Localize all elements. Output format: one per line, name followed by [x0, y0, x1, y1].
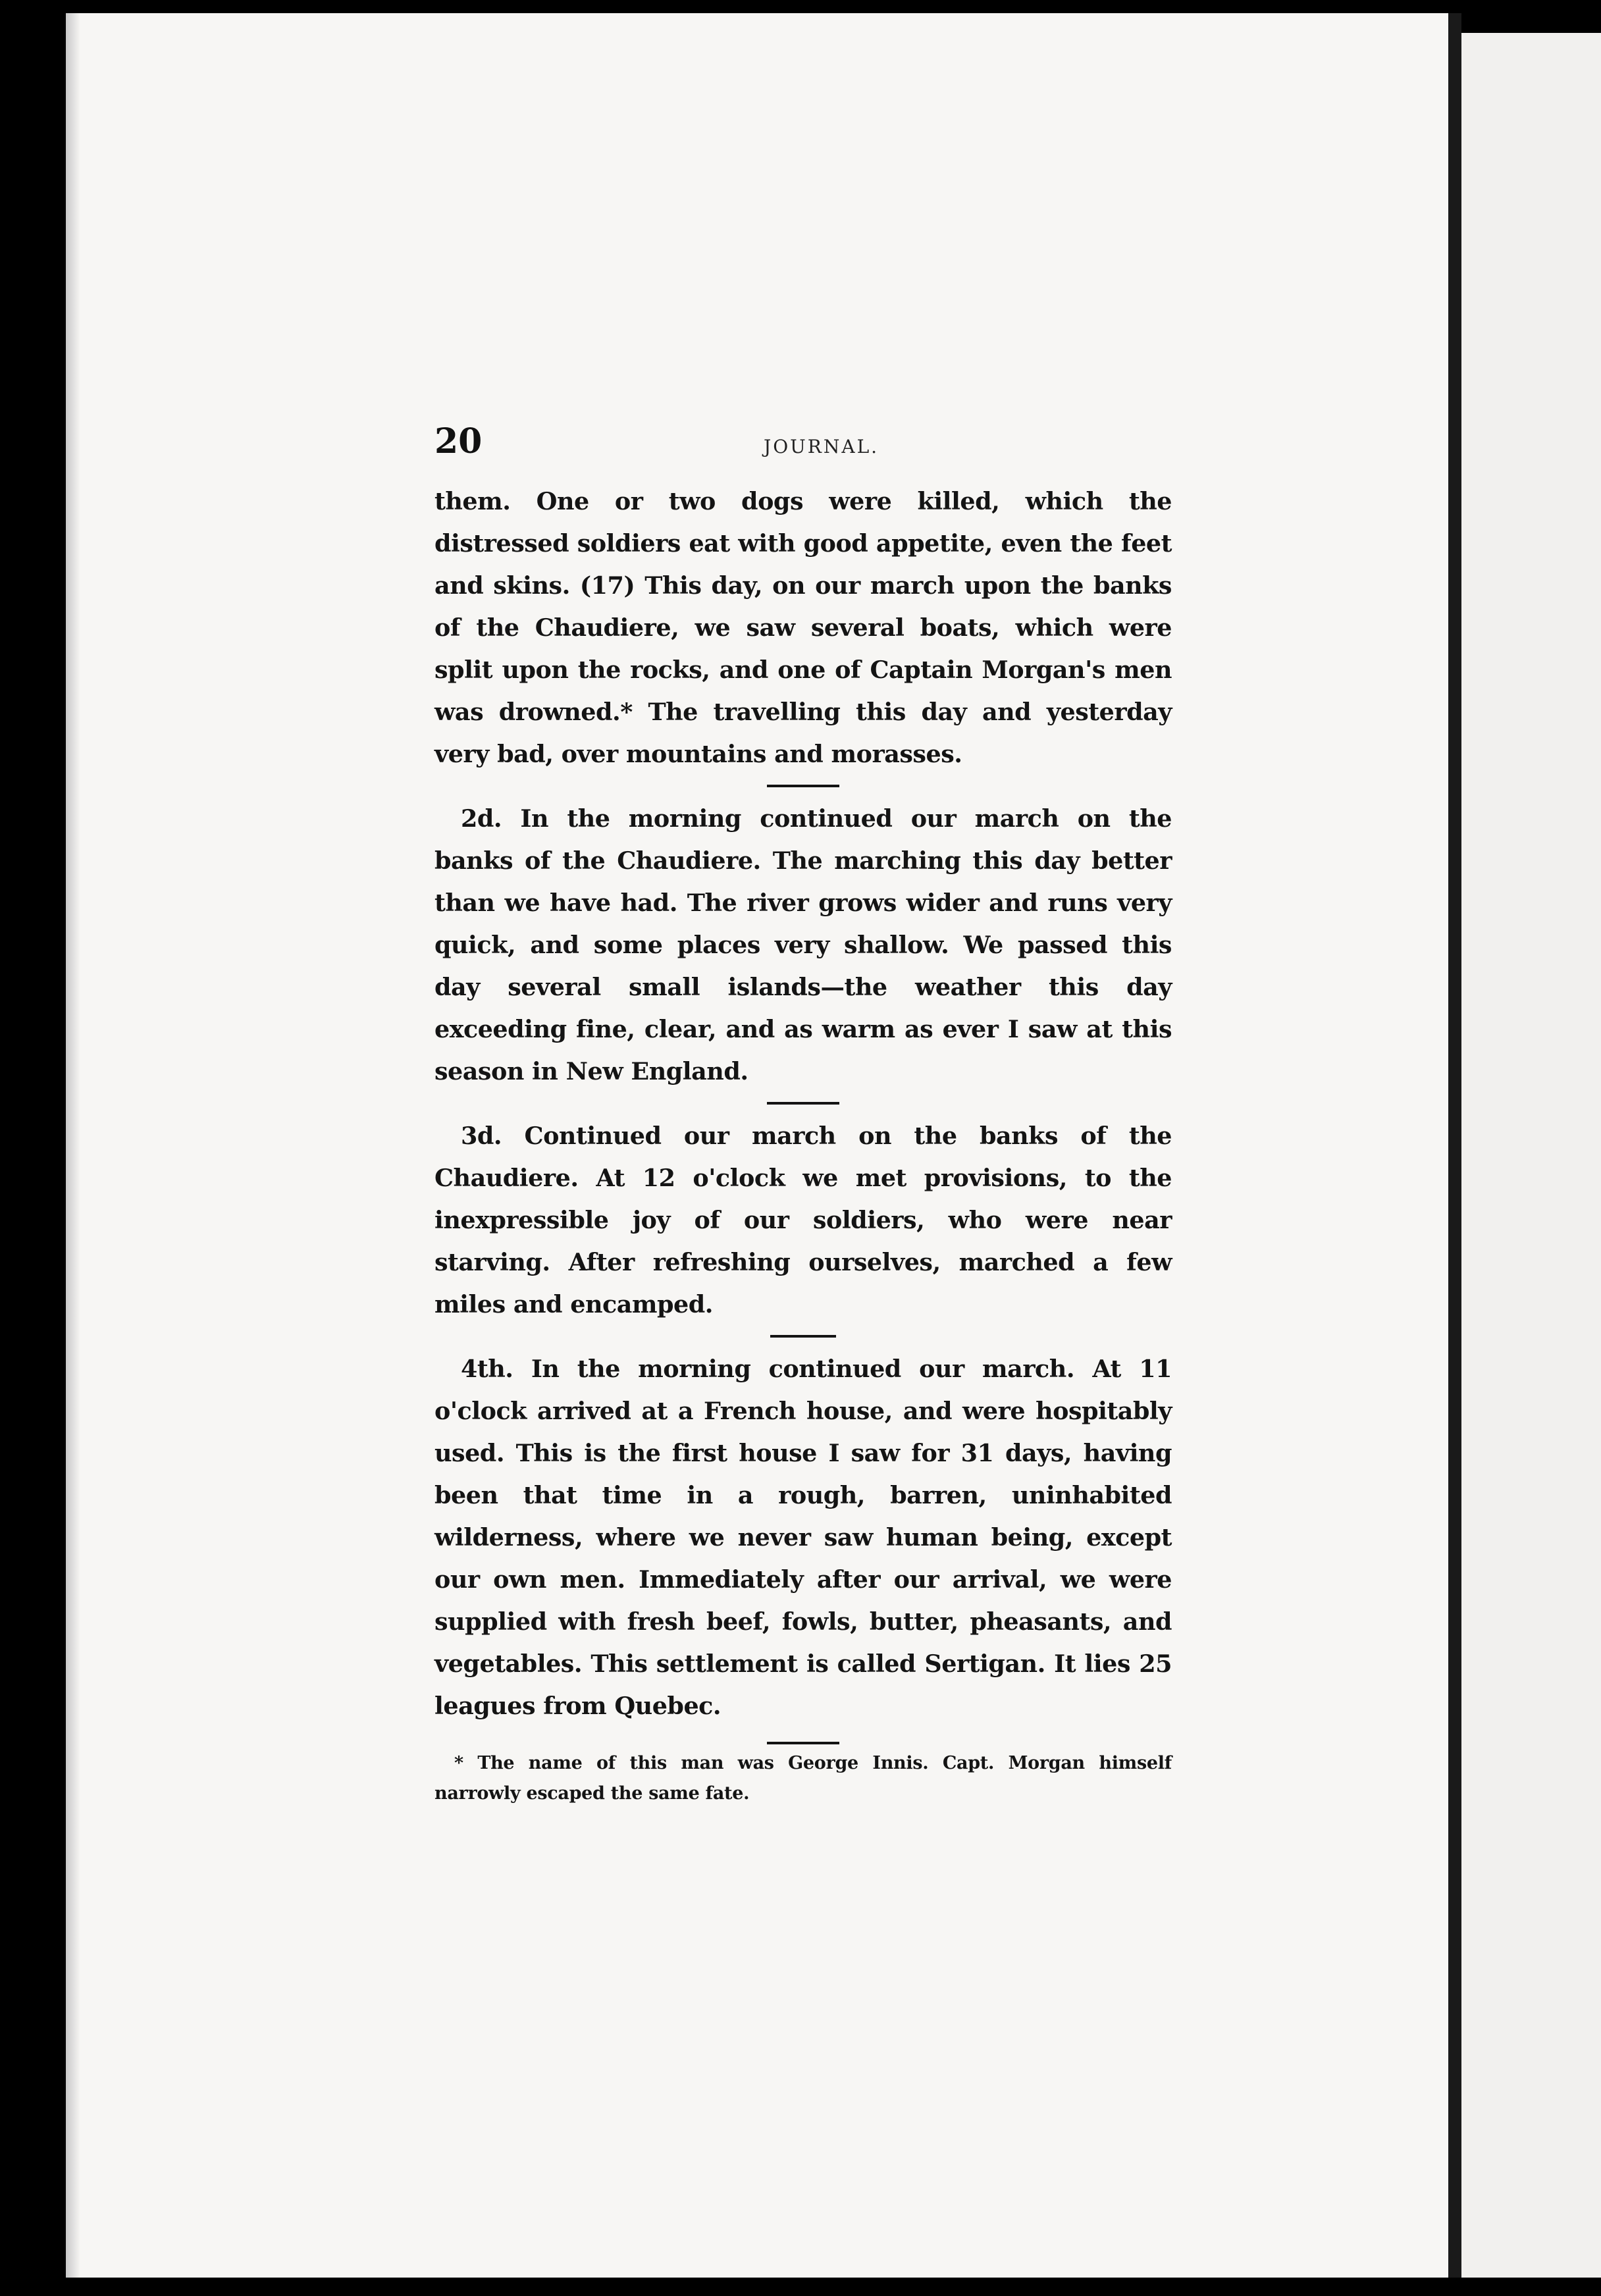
page-header	[434, 421, 1172, 474]
paragraph-2: 2d. In the morning continued our march on the banks of the Chaudiere. The marching this day better than we have had. The river grows wider and runs very quick, and some places very shallow. We passed this day several small islands—the weather this day exceeding fine, clear, and as warm as ever I saw at this season in New England.	[434, 804, 1172, 1085]
page-edge-shadow	[66, 13, 80, 2278]
paragraph-1: them. One or two dogs were killed, which the distressed soldiers eat with good appetite, even the feet and skins. (17) This day, on our march upon the banks of the Chaudiere, we saw several boats, which were split upon the rocks, and one of Captain Morgan's men was drowned.* The travelling this day and yesterday very bad, over mountains and morasses.	[434, 487, 1172, 768]
footnote: * The name of this man was George Innis. Capt. Morgan himself narrowly escaped the same fate.	[434, 1753, 1172, 1804]
running-head: JOURNAL.	[764, 436, 879, 457]
page-body	[434, 481, 1172, 1809]
paragraph-4: 4th. In the morning continued our march. At 11 o'clock arrived at a French house, and were hospitably used. This is the first house I saw for 31 days, having been that time in a rough, barren, uninhabited wilderness, where we never saw human being, except our own men. Immediately after our arrival, we were supplied with fresh beef, fowls, butter, pheasants, and vegetables. This settlement is called Sertigan. It lies 25 leagues from Quebec.	[434, 1355, 1172, 1720]
paragraph-3: 3d. Continued our march on the banks of the Chaudiere. At 12 o'clock we met provisions, to the inexpressible joy of our soldiers, who were near starving. After refreshing ourselves, marched a few miles and encamped.	[434, 1122, 1172, 1318]
page-number: 20	[434, 421, 483, 461]
section-divider	[770, 1335, 836, 1338]
section-divider	[767, 1102, 839, 1105]
section-divider	[767, 785, 839, 787]
facing-page-edge	[1461, 33, 1601, 2278]
page-gutter	[1448, 13, 1461, 2278]
footnote-divider	[767, 1742, 839, 1744]
